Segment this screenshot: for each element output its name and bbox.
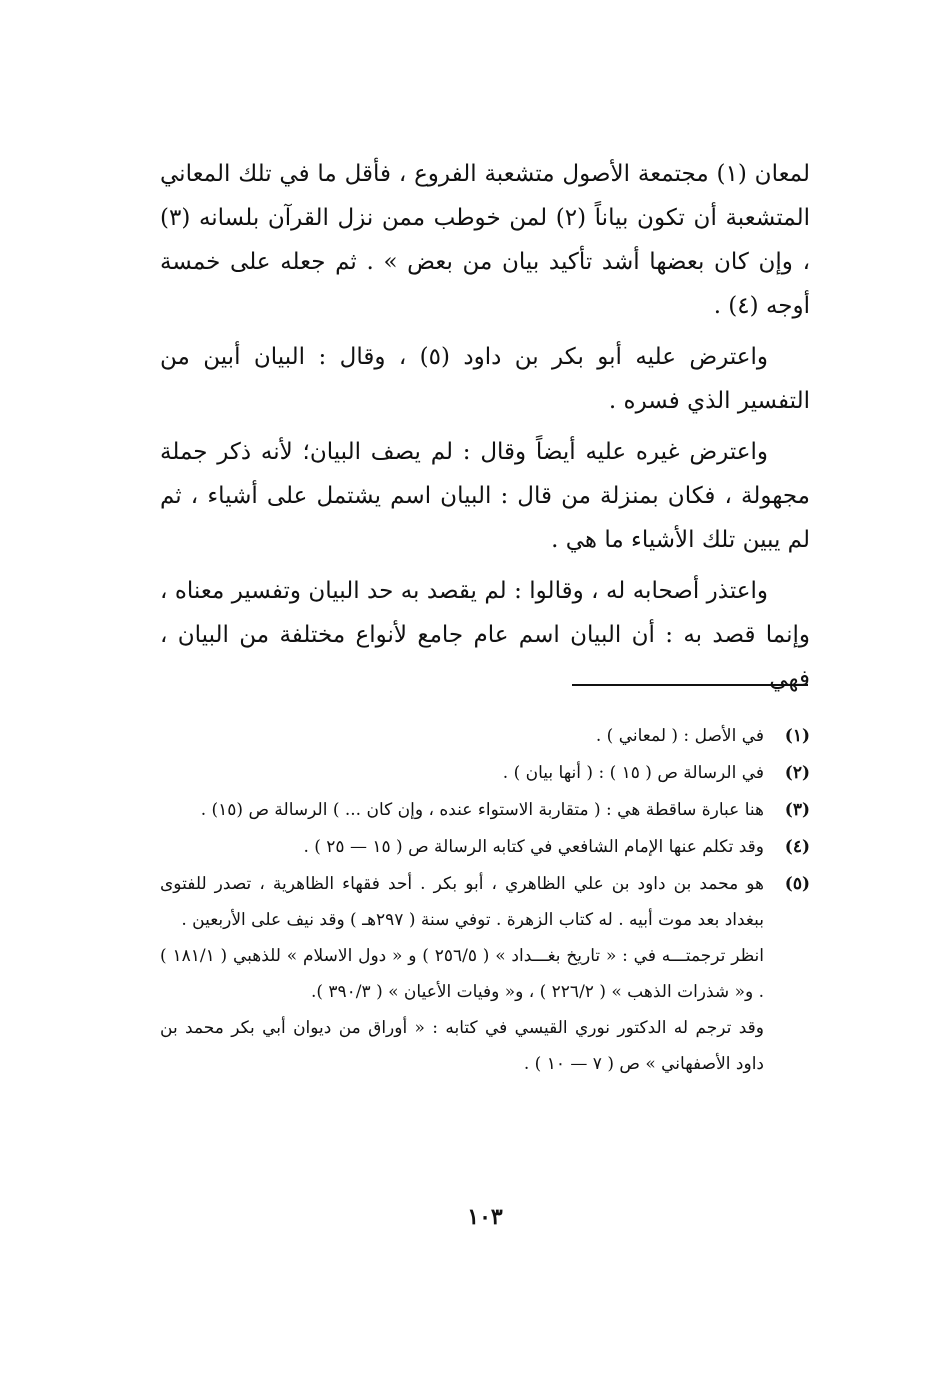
footnote-3 [160,792,810,828]
footnote-number: (٢) [784,763,810,783]
footnote-5 [160,866,810,1082]
footnote-text [160,792,764,828]
footnote-divider [572,684,808,686]
footnote-text [160,829,764,865]
footnote-line: في الرسالة ص ( ١٥ ) : ( أنها بيان ) . [502,763,764,783]
footnote-text [160,718,764,754]
footnote-2 [160,755,810,791]
paragraph-1: لمعان (١) مجتمعة الأصول متشعبة الفروع ، فأقل ما في تلك المعاني المتشعبة أن تكون بياناً (٢) لمن خوطب ممن نزل القرآن بلسانه (٣) ، وإن كان بعضها أشد تأكيد بيان من بعض » . ثم جعله على خمسة أوجه (٤) . [160,161,810,319]
footnote-1 [160,718,810,754]
footnote-text [160,755,764,791]
footnote-number: (١) [784,726,810,746]
footnote-number: (٥) [784,874,810,894]
footnote-line: هو محمد بن داود بن علي الظاهري ، أبو بكر . أحد فقهاء الظاهرية ، تصدر للفتوى ببغداد بعد موت أبيه . له كتاب الزهرة . توفي سنة ( ٢٩٧هـ ) وقد نيف على الأربعين . [160,874,764,930]
footnote-number: (٤) [784,837,810,857]
footnote-number: (٣) [784,800,810,820]
footnote-line: في الأصل : ( لمعاني ) . [595,726,764,746]
footnote-line: وقد تكلم عنها الإمام الشافعي في كتابه الرسالة ص ( ١٥ — ٢٥ ) . [303,837,764,857]
footnote-line: انظر ترجمتـــه في : « تاريخ بغـــداد » ( ٢٥٦/٥ ) و « دول الاسلام » للذهبي ( ١٨١/١ ) . و« شذرات الذهب » ( ٢٢٦/٢ ) ، و« وفيات الأعيان » ( ٣٩٠/٣ ). [160,946,765,1002]
footnote-4 [160,829,810,865]
footnote-line: هنا عبارة ساقطة هي : ( متقاربة الاستواء عنده ، وإن كان ... ) الرسالة ص (١٥) . [200,800,764,820]
main-body-text [160,152,810,708]
page-number: ١٠٣ [467,1204,503,1230]
footnote-text [160,866,764,1082]
paragraph-4: واعتذر أصحابه له ، وقالوا : لم يقصد به حد البيان وتفسير معناه ، وإنما قصد به : أن البيان اسم عام جامع لأنواع مختلفة من البيان ، فهي [160,578,810,692]
paragraph-3: واعترض غيره عليه أيضاً وقال : لم يصف البيان؛ لأنه ذكر جملة مجهولة ، فكان بمنزلة من قال : البيان اسم يشتمل على أشياء ، ثم لم يبين تلك الأشياء ما هي . [160,439,810,553]
footnote-line: وقد ترجم له الدكتور نوري القيسي في كتابه : « أوراق من ديوان أبي بكر محمد بن داود الأصفهاني » ص ( ٧ — ١٠ ) . [160,1018,764,1074]
footnotes-section [160,718,810,1083]
paragraph-2: واعترض عليه أبو بكر بن داود (٥) ، وقال : البيان أبين من التفسير الذي فسره . [160,344,810,414]
